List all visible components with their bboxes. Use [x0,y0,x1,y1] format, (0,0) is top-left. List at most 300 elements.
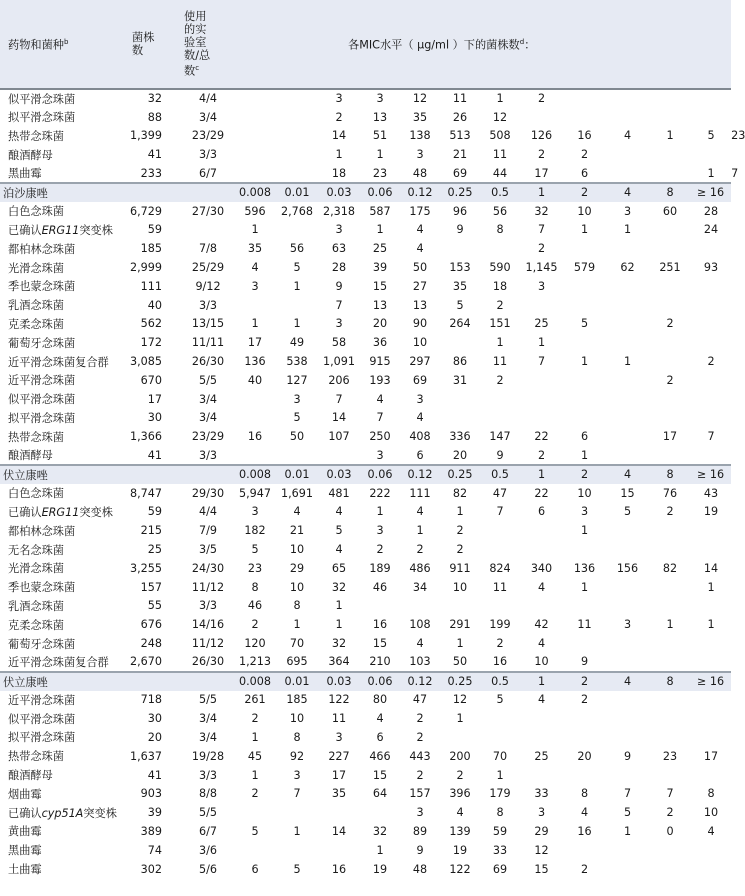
mic-count-cell: 1 [293,279,301,293]
table-row [0,296,731,315]
mic-count-cell: 5 [293,411,301,425]
mic-count-cell: 17 [247,336,263,350]
mic-count-cell: 3 [580,505,589,519]
mic-count-cell: 2 [580,862,589,876]
table-row [0,747,731,766]
mic-count-cell: 15 [372,768,388,782]
species-name: 白色念珠菌 [8,487,64,501]
mic-count-cell: 4 [580,806,589,820]
mic-count-cell: 1 [580,448,589,462]
strain-count: 32 [147,92,162,106]
mic-count-cell: 3 [251,505,259,519]
mic-count-cell: 222 [369,486,391,500]
mic-count-cell: 3 [416,148,424,162]
labs-ratio: 3/4 [198,392,217,406]
mic-count-cell [276,145,318,164]
mic-count-cell: 50 [452,655,468,669]
labs-ratio: 3/6 [198,843,217,857]
mic-level-header: 0.06 [360,672,400,691]
mic-count-cell: 8 [580,787,589,801]
mic-count-cell: 33 [492,843,508,857]
table-row [0,239,731,258]
table-row [0,841,731,860]
mic-count-cell: 1 [251,317,259,331]
mic-count-cell [649,390,691,409]
mic-count-cell: 915 [369,355,391,369]
labs-ratio: 3/4 [198,730,217,744]
mic-count-cell: 2 [666,806,674,820]
mic-count-cell: 1 [293,824,301,838]
mic-count-cell: 1 [496,92,504,106]
mic-count-cell: 189 [369,561,391,575]
mic-count-cell [691,860,731,879]
species-name: 季也蒙念珠菌 [8,581,76,595]
mic-count-cell [606,333,649,352]
mic-count-cell: 22 [534,430,549,444]
mic-count-cell: 5 [580,317,589,331]
table-row [0,559,731,578]
mic-level-header: 0.01 [276,672,318,691]
table-row [0,371,731,390]
header-mic-level: 各MIC水平（ μg/ml ）下的菌株数$^d$： [234,0,731,89]
mic-count-cell: 2 [580,148,589,162]
mic-count-cell: 14 [331,129,347,143]
species-name: 酿酒酵母 [8,769,53,783]
mic-count-cell: 1,691 [280,486,314,500]
mic-count-cell: 1 [251,768,259,782]
strain-count: 55 [147,599,162,613]
strain-count: 215 [140,524,162,538]
mic-count-cell: 4 [537,637,546,650]
mic-count-cell: 2 [707,355,715,369]
mic-count-cell: 251 [659,261,681,275]
table-row [0,860,731,879]
species-name: 黑曲霉 [8,167,42,181]
strain-count: 562 [140,317,162,331]
mic-count-cell: 12 [492,110,508,124]
strain-count: 20 [147,730,162,744]
mic-count-cell: 2 [537,148,546,162]
mic-count-cell [520,390,563,409]
mic-count-cell: 4 [416,223,424,237]
mic-count-cell: 80 [372,693,388,707]
mic-count-cell: 1,213 [238,655,272,669]
mic-count-cell: 50 [289,430,305,444]
labs-ratio: 6/7 [198,824,217,838]
mic-count-cell: 364 [328,655,350,669]
mic-count-cell [234,841,276,860]
table-row [0,803,731,822]
mic-count-cell [691,371,731,390]
mic-count-cell [606,634,649,653]
table-row [0,521,731,540]
species-name: 酿酒酵母 [8,148,53,162]
header-strain-count: 菌株数 [128,0,182,89]
mic-count-cell [649,277,691,296]
mic-count-cell: 4 [537,580,546,594]
labs-ratio: 8/8 [198,787,217,801]
mic-count-cell: 1 [251,223,259,237]
mic-count-cell: 175 [409,204,431,218]
mic-count-cell [691,540,731,559]
table-row [0,503,731,522]
mic-count-cell [563,371,606,390]
labs-ratio: 3/3 [198,599,217,613]
mic-count-cell: 11 [577,618,592,632]
strain-count: 718 [140,693,162,707]
mic-count-cell: 46 [247,599,263,613]
mic-count-cell: 89 [412,824,428,838]
species-name: 克柔念珠菌 [8,618,64,632]
mic-count-cell [606,521,649,540]
mic-count-cell: 1 [537,336,546,350]
mic-count-cell: 64 [372,787,388,801]
mic-count-cell: 56 [289,242,305,256]
mic-count-cell [440,333,480,352]
table-header [0,0,731,89]
mic-level-header: 4 [606,672,649,691]
mic-count-cell: 24 [703,223,719,237]
mic-count-cell [606,89,649,108]
mic-count-cell: 9 [623,749,632,763]
mic-count-cell [563,409,606,428]
mic-count-cell: 4 [293,505,301,519]
mic-count-cell [649,766,691,785]
mic-count-cell: 5 [623,806,632,820]
mic-count-cell [649,691,691,710]
mic-count-cell [649,597,691,616]
mic-count-cell: 7 [376,411,384,425]
mic-count-cell [563,296,606,315]
mic-count-cell: 111 [409,486,431,500]
table-row [0,409,731,428]
strain-count: 3,255 [129,561,162,575]
mic-count-cell: 1 [496,768,504,782]
mic-count-cell: 206 [328,373,350,387]
table-row [0,221,731,240]
strain-count: 8,747 [129,486,162,500]
mic-count-cell: 6 [580,166,589,180]
mic-count-cell: 18 [331,166,347,180]
mic-count-cell [480,728,520,747]
mic-count-cell: 59 [492,824,508,838]
mic-count-cell: 90 [412,317,428,331]
mic-count-cell [649,521,691,540]
mic-count-cell: 15 [620,486,635,500]
labs-ratio [182,221,234,240]
mic-count-cell: 21 [289,524,305,538]
mic-count-cell: 1 [666,618,674,632]
mic-level-header: 8 [649,183,691,202]
mic-count-cell: 5 [335,524,343,538]
mic-count-cell: 10 [289,543,305,557]
mic-count-cell: 23 [372,166,388,180]
mic-count-cell [649,634,691,653]
labs-ratio: 13/15 [191,317,225,331]
mic-count-cell [691,409,731,428]
mic-count-cell: 82 [662,561,678,575]
mic-count-cell: 5 [293,862,301,876]
mic-count-cell [276,221,318,240]
mic-count-cell: 10 [412,336,428,350]
mic-count-cell: 1 [335,148,343,162]
mic-level-header: 0.03 [318,672,360,691]
mic-count-cell [276,446,318,465]
mic-count-cell: 1 [707,166,715,180]
mic-count-cell: 481 [328,486,350,500]
species-name: 都柏林念珠菌 [8,524,76,538]
mic-count-cell: 4 [335,543,343,557]
mic-count-cell: 199 [489,618,511,632]
mic-count-cell [606,427,649,446]
strain-count: 1,399 [129,129,162,143]
strain-count: 172 [140,336,162,350]
mic-count-cell [276,127,318,146]
mic-count-cell: 20 [577,749,592,763]
species-name: 热带念珠菌 [8,750,64,764]
mic-count-cell: 5,947 [238,486,272,500]
table-row: 黑曲霉 233 6/7 18 23 48 69 44 17 6 1 7 [0,164,731,183]
mic-count-cell: 4 [456,806,464,820]
mic-count-cell [649,352,691,371]
labs-ratio: 11/12 [191,580,225,594]
mic-count-cell: 182 [244,524,266,538]
mic-count-cell: 4 [376,392,384,406]
mic-count-cell: 3 [335,730,343,744]
mic-count-cell: 1 [376,148,384,162]
mic-count-cell: 291 [449,618,471,632]
labs-ratio: 5/6 [198,862,217,876]
mic-count-cell: 5 [707,129,715,143]
mic-count-cell [276,89,318,108]
mic-count-cell: 4 [707,824,715,838]
mic-count-cell: 5 [456,298,464,312]
mic-count-cell: 136 [244,355,266,369]
drug-name: 泊沙康唑 [0,183,234,202]
mic-count-cell: 2 [456,524,464,538]
mic-count-cell [691,653,731,672]
mic-count-cell: 538 [286,355,308,369]
mic-count-cell: 126 [530,129,553,143]
mic-count-cell: 96 [452,204,468,218]
mic-count-cell: 103 [409,655,431,669]
strain-count: 157 [140,580,162,594]
table-row [0,108,731,127]
mic-count-cell [563,841,606,860]
mic-count-cell: 20 [452,448,468,462]
mic-count-cell [649,409,691,428]
mic-count-cell [606,315,649,334]
labs-ratio: 7/9 [198,524,217,538]
labs-ratio: 19/28 [191,749,225,763]
mic-count-cell: 47 [412,693,428,707]
mic-level-header: 0.5 [480,672,520,691]
mic-count-cell [318,841,360,860]
mic-count-cell [606,277,649,296]
mic-count-cell: 9 [335,279,343,293]
mic-count-cell: 10 [289,580,305,594]
table-row [0,784,731,803]
mic-level-header: 0.25 [440,183,480,202]
drug-name: 伏立康唑 [0,465,234,484]
labs-ratio: 3/4 [198,110,217,124]
mic-count-cell: 1 [456,637,464,650]
mic-count-cell [520,709,563,728]
species-name: 近平滑念珠菌复合群 [8,655,109,669]
mic-count-cell [606,766,649,785]
mic-count-cell: 35 [452,279,468,293]
mic-count-cell: 261 [244,693,266,707]
mic-count-cell: 17 [331,768,347,782]
mic-count-cell: 7 [537,355,546,369]
mic-count-cell: 1 [456,505,464,519]
mic-count-cell: 1 [580,223,589,237]
mic-count-cell: 1 [251,730,259,744]
strain-count: 670 [140,373,162,387]
labs-ratio: 5/5 [198,806,217,820]
table-row [0,427,731,446]
mic-count-cell: 25 [372,242,388,256]
mic-count-cell: 10 [703,806,719,820]
mic-count-cell: 336 [449,430,471,444]
mic-count-cell [276,803,318,822]
mic-count-cell: 3 [376,524,384,538]
mic-count-cell [480,521,520,540]
mic-level-header: 0.12 [400,465,440,484]
mic-count-cell: 1,145 [525,261,558,275]
mic-level-header: ≥ 16 [691,465,731,484]
strain-count: 2,999 [129,261,162,275]
mic-count-cell [649,653,691,672]
labs-ratio: 6/7 [198,166,217,180]
mic-count-cell [563,239,606,258]
mic-count-cell: 44 [492,166,508,180]
mic-count-cell: 69 [412,373,428,387]
mic-count-cell: 3 [251,279,259,293]
mic-count-cell: 5 [251,543,259,557]
mic-count-cell: 15 [372,637,388,650]
mic-count-cell: 2 [416,543,424,557]
mic-count-cell [691,315,731,334]
mic-count-cell [649,728,691,747]
table-row [0,89,731,108]
mic-count-cell: 108 [409,618,431,632]
mic-count-cell: 2 [456,543,464,557]
mic-count-cell [360,803,400,822]
mic-count-cell: 18 [492,279,508,293]
mic-count-cell: 2 [496,637,504,650]
labs-ratio: 14/16 [191,618,225,632]
table-row [0,390,731,409]
species-name: 已确认ERG11突变株 [8,223,113,237]
mic-count-cell [234,89,276,108]
mic-level-header: 0.01 [276,183,318,202]
labs-ratio: 11/12 [191,637,225,650]
mic-count-cell: 911 [449,561,471,575]
table-row [0,540,731,559]
mic-count-cell: 7 [335,392,343,406]
mic-count-cell: 596 [244,204,266,218]
mic-count-cell [649,333,691,352]
mic-count-cell: 48 [412,166,428,180]
labs-ratio: 11/11 [191,336,225,350]
species-name: 似平滑念珠菌 [8,712,76,726]
mic-count-cell [606,108,649,127]
mic-count-cell [400,597,440,616]
mic-count-cell: 4 [416,505,424,519]
mic-count-cell: 1 [623,223,632,237]
table-row [0,691,731,710]
mic-count-cell: 14 [703,561,719,575]
mic-level-header: 2 [563,672,606,691]
species-name: 土曲霉 [8,863,42,877]
mic-count-cell [606,728,649,747]
mic-count-cell: 6 [376,730,384,744]
mic-count-cell [276,164,318,183]
mic-count-cell: 3 [376,448,384,462]
mic-count-cell: 1 [376,505,384,519]
mic-level-header: ≥ 16 [691,672,731,691]
strain-count: 6,729 [129,204,162,218]
mic-count-cell: 486 [409,561,431,575]
mic-count-cell [691,239,731,258]
mic-count-cell: 7 [293,787,301,801]
mic-count-cell: 7 [666,787,674,801]
mic-count-cell [276,296,318,315]
mic-count-cell: 2 [666,505,674,519]
mic-count-cell: 13 [412,298,428,312]
mic-count-cell [318,803,360,822]
mic-count-cell: 28 [703,204,719,218]
mic-count-cell: 2 [416,768,424,782]
mic-count-cell: 16 [331,862,347,876]
labs-ratio: 3/3 [198,448,217,462]
species-name: 近平滑念珠菌 [8,374,76,388]
header-drug-species: 药物和菌种$^b$ [0,0,128,89]
mic-count-cell [440,390,480,409]
mic-count-cell [563,277,606,296]
species-name: 葡萄牙念珠菌 [8,336,76,350]
table-row [0,202,731,221]
mic-count-cell [649,108,691,127]
table-row [0,578,731,597]
mic-count-cell: 3 [293,768,301,782]
mic-level-header: 8 [649,465,691,484]
mic-count-cell: 22 [534,486,549,500]
labs-ratio: 26/30 [191,655,225,669]
mic-count-cell: 69 [452,166,468,180]
mic-count-cell [691,277,731,296]
mic-count-cell: 5 [496,693,504,707]
mic-level-header: 0.01 [276,465,318,484]
mic-count-cell [520,409,563,428]
mic-count-cell [691,766,731,785]
table-row [0,446,731,465]
species-name: 乳酒念珠菌 [8,599,64,613]
strain-count: 111 [140,279,162,293]
mic-count-cell [691,709,731,728]
strain-count: 41 [147,768,162,782]
mic-count-cell: 19 [703,505,719,519]
mic-count-cell [563,709,606,728]
mic-count-cell: 824 [489,561,511,575]
mic-count-cell: 86 [452,355,468,369]
mic-count-cell [606,446,649,465]
mic-level-header: 0.5 [480,183,520,202]
mic-count-cell: 157 [409,787,431,801]
mic-count-cell: 2 [580,693,589,707]
mic-count-cell: 9 [456,223,464,237]
